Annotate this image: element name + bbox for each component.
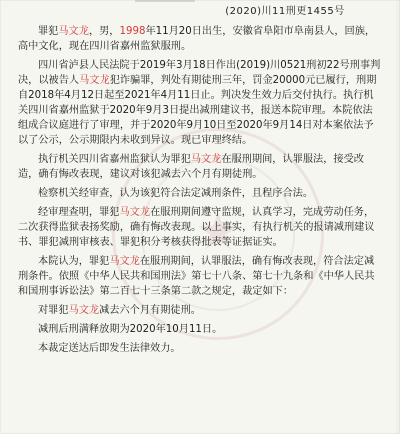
- paragraph-effectiveness: 本裁定送达后即发生法律效力。: [38, 343, 181, 354]
- text: 本院认为，罪犯: [38, 256, 110, 267]
- paragraph-defendant: [18, 24, 382, 54]
- paragraph-ruling: [18, 303, 382, 318]
- text: ，男，: [88, 26, 120, 37]
- paragraph-court-opinion: [18, 254, 382, 299]
- text: 对罪犯: [38, 305, 69, 316]
- paragraph-case-history: [18, 58, 382, 148]
- defendant-name: 马文龙: [58, 26, 89, 37]
- document-body: [18, 24, 382, 434]
- text: 在服刑期间，认罪服法，接受改造，确有悔改表现，建议对该犯减去六个月有期徒刑。: [18, 154, 364, 180]
- paragraph-prison-opinion: [18, 152, 382, 182]
- defendant-name: 马文龙: [119, 207, 151, 218]
- paragraph-release-date: 减刑后刑满释放期为2020年10月11日。: [38, 324, 223, 335]
- birth-year: 1998: [119, 26, 146, 37]
- text: 经审理查明，罪犯: [38, 207, 120, 218]
- defendant-name: 马文龙: [79, 75, 110, 86]
- text: 罪犯: [38, 26, 59, 37]
- top-edge: [135, 0, 195, 2]
- case-number: (2020)川11刑更1455号: [225, 6, 345, 17]
- text: 年11月20日出生，安徽省阜阳市阜南县人，回族，高中文化，现在四川省嘉州监狱服刑。: [18, 26, 376, 52]
- page-edge: [396, 0, 400, 434]
- defendant-name: 马文龙: [190, 154, 222, 165]
- court-seal-watermark: ★: [112, 128, 324, 340]
- defendant-name: 马文龙: [68, 305, 100, 316]
- defendant-name: 马文龙: [109, 256, 140, 267]
- paragraph-findings: [18, 205, 382, 250]
- text: 在服刑期间遵守监规，认真学习，完成劳动任务，二次获得监狱表扬奖励，确有悔改表现。以上事实，有执行机关的报请减刑建议书、罪犯减刑审核表、罪犯积分考核获得批表等证据证实。: [18, 207, 375, 248]
- paragraph-procuratorate: 检察机关经审查，认为该犯符合法定减刑条件，且程序合法。: [38, 188, 314, 199]
- text: 犯诈骗罪，判处有期徒刑三年，罚金20000元已履行，刑期自2018年4月12日起至2021年4月11日止。判决发生效力后交付执行。执行机关四川省嘉州监狱于2020年9月3日提出减刑建议书，报送本院审理。本院依法组成合议庭进行了审理，并于2020年9月10日至2020年9月14日对本案依法予以了公示，公示期限内未收到异议。现已审理终结。: [18, 75, 377, 146]
- text: 在服刑期间，认罪服法，确有悔改表现，符合法定减刑条件。依照《中华人民共和国刑法》第七十八条、第七十九条和《中华人民共和国刑事诉讼法》第二百七十三条第二款之规定，裁定如下：: [18, 256, 375, 297]
- text: 减去六个月有期徒刑。: [99, 305, 201, 316]
- text: 四川省泸县人民法院于2019年3月18日作出(2019)川0521刑初22号刑事判决，以被告人: [18, 60, 381, 86]
- text: 执行机关四川省嘉州监狱认为罪犯: [38, 154, 191, 165]
